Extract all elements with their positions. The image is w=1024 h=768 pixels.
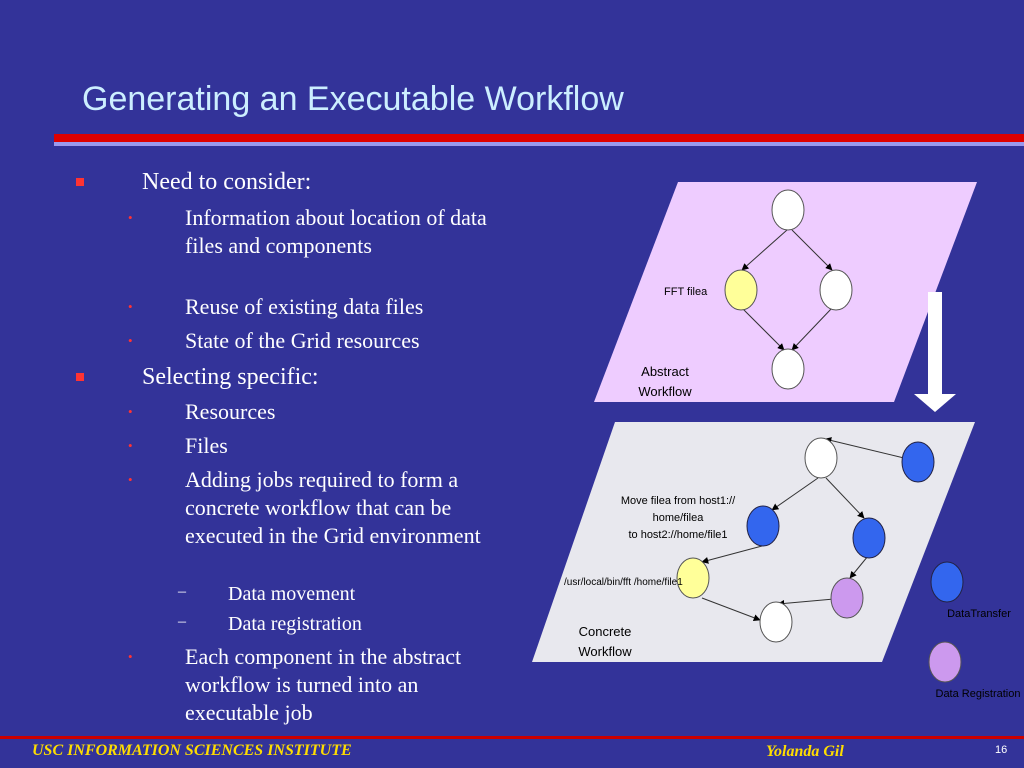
concrete-registration-node [831,578,863,618]
legend-registration-label: Data Registration [935,688,1021,700]
bullet-resources: Resources [185,399,276,424]
move-file-label: to host2://home/file1 [628,529,728,541]
dot-bullet-icon: • [128,404,133,419]
concrete-transfer-node [747,506,779,546]
bullet-grid-state: State of the Grid resources [185,328,420,353]
dot-bullet-icon: • [128,210,133,225]
dot-bullet-icon: • [128,438,133,453]
bullet-adding-jobs: Adding jobs required to form a concrete workflow that can be executed in the Grid environment [185,467,481,548]
abstract-workflow-label: Abstract [641,364,689,379]
concrete-node-top [805,438,837,478]
slide-title: Generating an Executable Workflow [82,80,624,118]
abstract-node-right [820,270,852,310]
bullet-files: Files [185,433,228,458]
bullet-need-to-consider: Need to consider: [142,169,312,195]
bullet-reuse-files: Reuse of existing data files [185,294,424,319]
footer-institute: USC INFORMATION SCIENCES INSTITUTE [32,742,352,759]
bullet-data-movement: Data movement [228,583,356,605]
fft-label: FFT filea [664,286,708,298]
bullet-selecting-specific: Selecting specific: [142,364,319,390]
concrete-transfer-node [853,518,885,558]
exec-command-label: /usr/local/bin/fft /home/file1 [564,577,683,588]
abstract-node-top [772,190,804,230]
bullet-data-registration: Data registration [228,613,362,635]
dot-bullet-icon: • [128,299,133,314]
footer-rule [0,736,1024,739]
abstract-node-fft [725,270,757,310]
dot-bullet-icon: • [128,649,133,664]
concrete-transfer-node [902,442,934,482]
abstract-node-bottom [772,349,804,389]
concrete-node-bottom [760,602,792,642]
abstract-workflow-label: Workflow [638,384,692,399]
dash-bullet-icon: – [178,583,186,600]
footer-author: Yolanda Gil [766,743,844,760]
concrete-workflow-label: Concrete [578,624,632,639]
move-file-label: home/filea [652,512,704,524]
bullet-location-info: Information about location of data files and components [185,205,487,258]
page-number: 16 [995,744,1008,756]
concrete-workflow-label: Workflow [578,644,632,659]
dot-bullet-icon: • [128,333,133,348]
move-file-label: Move filea from host1:// [620,495,736,507]
dot-bullet-icon: • [128,472,133,487]
legend-transfer-label: DataTransfer [947,608,1011,620]
dash-bullet-icon: – [178,613,186,630]
legend-transfer-icon [931,562,963,602]
bullet-each-component: Each component in the abstract workflow is turned into an executable job [185,644,462,725]
legend-registration-icon [929,642,961,682]
